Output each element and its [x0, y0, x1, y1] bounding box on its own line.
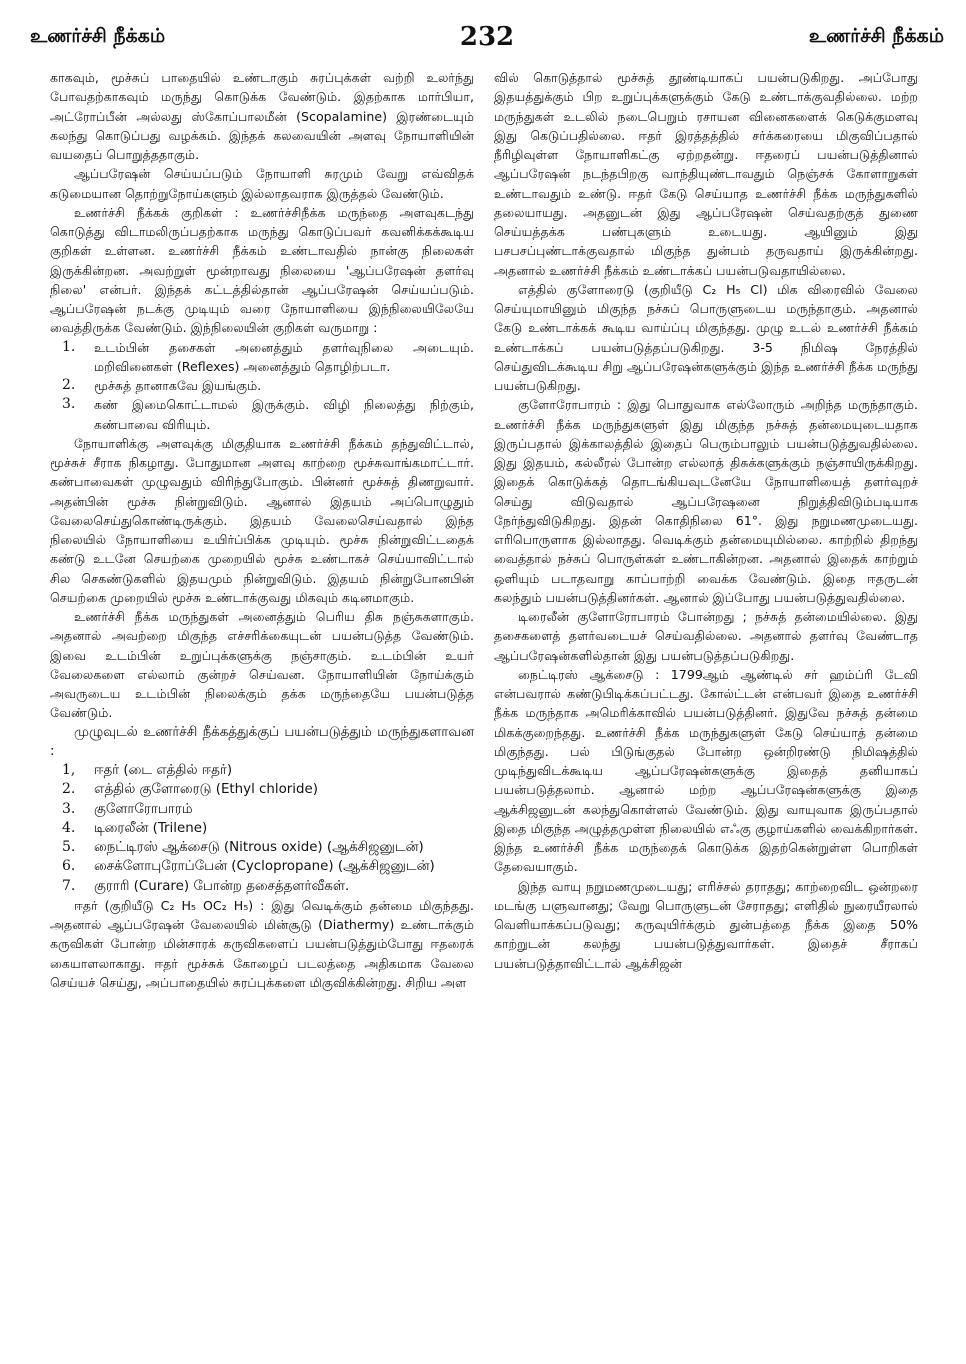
- paragraph: உணர்ச்சி நீக்க மருந்துகள் அனைத்தும் பெரிய திசு நஞ்சுகளாகும். அதனால் அவற்றை மிகுந்த எச்சரிக்கையுடன் பயன்படுத்த வேண்டும். இவை உடம்பின் உறுப்புக்களுக்கு நஞ்சாகும். உடம்பின் உயர் வேலைகளை எல்லாம் குன்றச் செய்வன. நோயாளியின் நோய்க்கும் அவருடைய உடம்பின் நிலைக்கும் தக்க மருந்தையே பயன்படுத்த வேண்டும்.: [50, 609, 474, 721]
- paragraph: ஆப்பரேஷன் செய்யப்படும் நோயாளி சுரமும் வேறு எவ்விதக் கடுமையான தொற்றுநோய்களும் இல்லாதவராக இருத்தல் வேண்டும்.: [50, 166, 474, 201]
- list-item: [50, 395, 474, 434]
- right-column: [494, 68, 918, 1358]
- item-number: 2.: [62, 781, 76, 798]
- list-item: [50, 819, 474, 838]
- item-number: 7.: [62, 877, 76, 894]
- paragraph: முழுவுடல் உணர்ச்சி நீக்கத்துக்குப் பயன்படுத்தும் மருந்துகளாவன :: [50, 724, 474, 759]
- page-number: 232: [459, 22, 515, 52]
- anesthesia-signs-list: [50, 338, 474, 434]
- list-item: [50, 877, 474, 896]
- list-item: [50, 857, 474, 876]
- item-text: மூச்சுத் தானாகவே இயங்கும்.: [94, 378, 262, 393]
- item-text: ஈதர் (டை எத்தில் ஈதர்): [94, 763, 233, 778]
- item-text: உடம்பின் தசைகள் அனைத்தும் தளர்வுநிலை அடையும். மறிவினைகள் (Reflexes) அனைத்தும் தொழிற்படா.: [94, 339, 474, 374]
- paragraph: நோயாளிக்கு அளவுக்கு மிகுதியாக உணர்ச்சி நீக்கம் தந்துவிட்டால், மூச்சுச் சீராக நிகழாது. போதுமான அளவு காற்றை மூச்சுவாங்கமாட்டார். கண்பாவைகள் முழுவதும் விரிந்துபோகும். பின்னர் மூச்சுத் திணறுவார். அதன்பின் மூச்சு நின்றுவிடும். ஆனால் இதயம் அப்பொழுதும் வேலைசெய்துகொண்டிருக்கும். இதயம் வேலைசெய்வதால் இந்த நிலையில் நோயாளியை உயிர்ப்பிக்க முடியும். மூச்சு நின்றுவிட்டதைக் கண்டு உடனே செயற்கை முறையில் மூச்சு உண்டாகச் செய்யாவிட்டால் சில செகண்டுகளில் இதயமும் நின்றுவிடும். இதயம் நின்றுபோனபின் செயற்கை முறையில் மூச்சு உண்டாக்குவது மிகவும் கடினமாகும்.: [50, 435, 474, 605]
- list-item: [50, 838, 474, 857]
- list-item: [50, 761, 474, 780]
- paragraph: வில் கொடுத்தால் மூச்சுத் தூண்டியாகப் பயன்படுகிறது. அப்போது இதயத்துக்கும் பிற உறுப்புக்களுக்கும் கேடு உண்டாக்குவதில்லை. மற்ற மருந்துகள் உடலில் நடைபெறும் ரசாயன வினைகளைக் கெடுக்குமளவு இது கெடுப்பதில்லை. ஈதர் இரத்தத்தில் சர்க்கரையை மிகுவிப்பதால் நீரிழிவுள்ள நோயாளிகட்கு ஏற்றதன்று. ஈதரைப் பயன்படுத்தினால் ஆப்பரேஷன் நடந்தபிறகு வாந்தியுண்டாவதும் நெஞ்சக் கோளாறுகள் உண்டாவதும் உண்டு. ஈதர் கேடு செய்யாத உணர்ச்சி நீக்க மருந்துகளில் தலையாயது. அதனுடன் இது ஆப்பரேஷன் செய்வதற்குத் துணை செய்யத்தக்க பண்புகளும் உடையது. ஆயினும் இது பசபசப்புண்டாக்குவதால் மிகுந்த துன்பம் தருவதாய் இருக்கின்றது. அதனால் உணர்ச்சி நீக்கம் உண்டாக்கப் பயன்படுவதாயில்லை.: [494, 70, 918, 278]
- list-item: [50, 376, 474, 395]
- page-header: [30, 20, 944, 54]
- item-number: 6.: [62, 858, 76, 875]
- item-number: 2.: [62, 377, 76, 393]
- paragraph: எத்தில் குளோரைடு (குறியீடு C₂ H₅ Cl) மிக விரைவில் வேலை செய்யுமாயினும் மிகுந்த நச்சுப் பொருளுடைய மருந்தாகும். அதனால் கேடு உண்டாக்கக் கூடிய வாய்ப்பு மிகுந்தது. முழு உடல் உணர்ச்சி நீக்கம் உண்டாக்கப் பயன்படுத்தப்படுகிறது. 3-5 நிமிஷ நேரத்தில் செய்துவிடக்கூடிய சிறு ஆப்பரேஷன்களுக்கும் இந்த உணர்ச்சி நீக்க மருந்து பயன்படுகிறது.: [494, 281, 918, 393]
- item-number: 5.: [62, 839, 76, 855]
- list-item: [50, 780, 474, 799]
- paragraph: ஈதர் (குறியீடு C₂ H₅ OC₂ H₅) : இது வெடிக்கும் தன்மை மிகுந்தது. அதனால் ஆப்பரேஷன் வேலையில் மின்சூடு (Diathermy) உண்டாக்கும் கருவிகள் போன்ற மின்சாரக் கருவிகளைப் பயன்படுத்தும்போது ஈதரைக் கையாளலாகாது. ஈதர் மூச்சுக் கோழைப் படலத்தை அதிகமாக வேலை செய்யச் செய்து, அப்பாதையில் சுரப்புக்களை மிகுவிக்கின்றது. சிறிய அள: [50, 897, 474, 990]
- list-item: [50, 338, 474, 377]
- item-text: சைக்ளோபுரோப்பேன் (Cyclopropane) (ஆக்சிஜனுடன்): [94, 859, 435, 875]
- left-column: [50, 68, 474, 1358]
- item-number: 1,: [62, 762, 76, 778]
- item-number: 3.: [62, 396, 76, 413]
- running-title-right: உணர்ச்சி நீக்கம்: [808, 24, 944, 47]
- paragraph: இந்த வாயு நறுமணமுடையது; எரிச்சல் தராதது; காற்றைவிட ஒன்றரை மடங்கு பளுவானது; வேறு பொருளுடன் சேராதது; எளிதில் நுரையீரலால் வெளியாக்கப்படுவது; கருவுயிர்க்கும் துன்பத்தை நீக்க இதை 50% காற்றுடன் கலந்து பயன்படுத்துவார்கள். இதைச் சீராகப் பயன்படுத்தாவிட்டால் ஆக்சிஜன்: [494, 878, 918, 971]
- paragraph: நைட்டிரஸ் ஆக்சைடு : 1799ஆம் ஆண்டில் சர் ஹம்ப்ரி டேவி என்பவரால் கண்டுபிடிக்கப்பட்டது. கோல்ட்டன் என்பவர் இதை உணர்ச்சி நீக்க மருந்தாக அமெரிக்காவில் பயன்படுத்தினர். இதுவே நச்சுத் தன்மை மிகக்குறைந்தது. உணர்ச்சி நீக்க மருந்துகளுள் கேடு செய்யாத் தன்மை மிகுந்தது. பல் பிடுங்குதல் போன்ற ஒன்றிரண்டு நிமிஷத்தில் முடிந்துவிடக்கூடிய ஆப்பரேஷன்களுக்கு இதைத் தனியாகப் பயன்படுத்தலாம். ஆனால் மற்ற ஆப்பரேஷன்களுக்கு இதை ஆக்சிஜனுடன் கலந்துகொள்ளல் வேண்டும். இது வாயுவாக இருப்பதால் இதை மிகுந்த அழுத்தமுள்ள நிலையில் எஃகு குழாய்களில் வைக்கிறார்கள். இந்த உணர்ச்சி நீக்க மருந்தைக் கொடுக்க இதற்கென்றுள்ள பொறிகள் தேவையாகும்.: [494, 666, 918, 875]
- paragraph: உணர்ச்சி நீக்கக் குறிகள் : உணர்ச்சிநீக்க மருந்தை அளவுகடந்து கொடுத்து விடாமலிருப்பதற்காக மருந்து கொடுப்பவர் கவனிக்கக்கூடிய குறிகள் உள்ளன. உணர்ச்சி நீக்கம் உண்டாவதில் நான்கு நிலைகள் இருக்கின்றன. அவற்றுள் மூன்றாவது நிலையை 'ஆப்பரேஷன் தளர்வு நிலை' என்பர். இந்தக் கட்டத்தில்தான் ஆப்பரேஷன் செய்யப்படும். ஆப்பரேஷன் நடக்கு முடியும் வரை நோயாளியை இந்நிலையிலேயே வைத்திருக்க வேண்டும். இந்நிலையின் குறிகள் வருமாறு :: [50, 204, 474, 336]
- item-text: எத்தில் குளோரைடு (Ethyl chloride): [94, 782, 318, 798]
- running-title-left: உணர்ச்சி நீக்கம்: [30, 24, 166, 47]
- paragraph: டிரைலீன் குளோரோபாரம் போன்றது ; நச்சுத் தன்மையில்லை. இது தசைகளைத் தளர்வடையச் செய்வதில்லை. அதனால் தளர்வு வேண்டாத ஆப்பரேஷன்களில்தான் இது பயன்படுத்தப்படுகிறது.: [494, 609, 918, 663]
- item-text: நைட்டிரஸ் ஆக்சைடு (Nitrous oxide) (ஆக்சிஜனுடன்): [94, 840, 424, 855]
- item-number: 3.: [62, 800, 76, 817]
- list-item: [50, 800, 474, 819]
- item-text: டிரைலீன் (Trilene): [94, 820, 208, 836]
- paragraph: காகவும், மூச்சுப் பாதையில் உண்டாகும் சுரப்புக்கள் வற்றி உலர்ந்து போவதற்காகவும் மருந்து கொடுக்க வேண்டும். இதற்காக மார்பியா, அட்ரோப்பீன் அல்லது ஸ்கோப்பாலமீன் (Scopalamine) இரண்டையும் கலந்து கொடுப்பது வழக்கம். இந்தக் கலவையின் அளவு நோயாளியின் வயதைப் பொறுத்ததாகும்.: [50, 70, 474, 162]
- item-number: 4.: [62, 819, 76, 836]
- item-text: கண் இமைகொட்டாமல் இருக்கும். விழி நிலைத்து நிற்கும், கண்பாவை விரியும்.: [94, 397, 474, 432]
- drugs-list: [50, 761, 474, 896]
- item-number: 1.: [62, 338, 76, 355]
- item-text: குளோரோபாரம்: [94, 801, 193, 817]
- item-text: குராரி (Curare) போன்ற தசைத்தளர்வீகள்.: [94, 878, 350, 894]
- paragraph: குளோரோபாரம் : இது பொதுவாக எல்லோரும் அறிந்த மருந்தாகும். உணர்ச்சி நீக்க மருந்துகளுள் இது மிகுந்த நச்சுத் தன்மையுடையதாக இருப்பதால் இக்காலத்தில் இதைப் பெரும்பாலும் பயன்படுத்துவதில்லை. இது இதயம், கல்லீரல் போன்ற எல்லாத் திசுக்களுக்கும் நஞ்சாயிருக்கிறது. இதைக் கொடுக்கத் தொடங்கியவுடனேயே நோயாளியைத் தளர்வுறச் செய்து விடுவதால் ஆப்பரேஷனை நிறுத்திவிடும்படியாக நேர்ந்துவிடுகிறது. இதன் கொதிநிலை 61°. இது நறுமணமுடையது. எரிபொருளாக இல்லாதது. வெடிக்கும் தன்மையுமில்லை. காற்றில் திறந்து வைத்தால் நச்சுப் பொருள்கள் உண்டாகின்றன. அதனால் இதைக் காற்றும் ஒளியும் படாதவாறு காப்பாற்றி வைக்க வேண்டும். இதை ஈதருடன் கலந்தும் பயன்படுத்தினர்கள். ஆனால் இப்போது பயன்படுத்துவதில்லை.: [494, 397, 918, 605]
